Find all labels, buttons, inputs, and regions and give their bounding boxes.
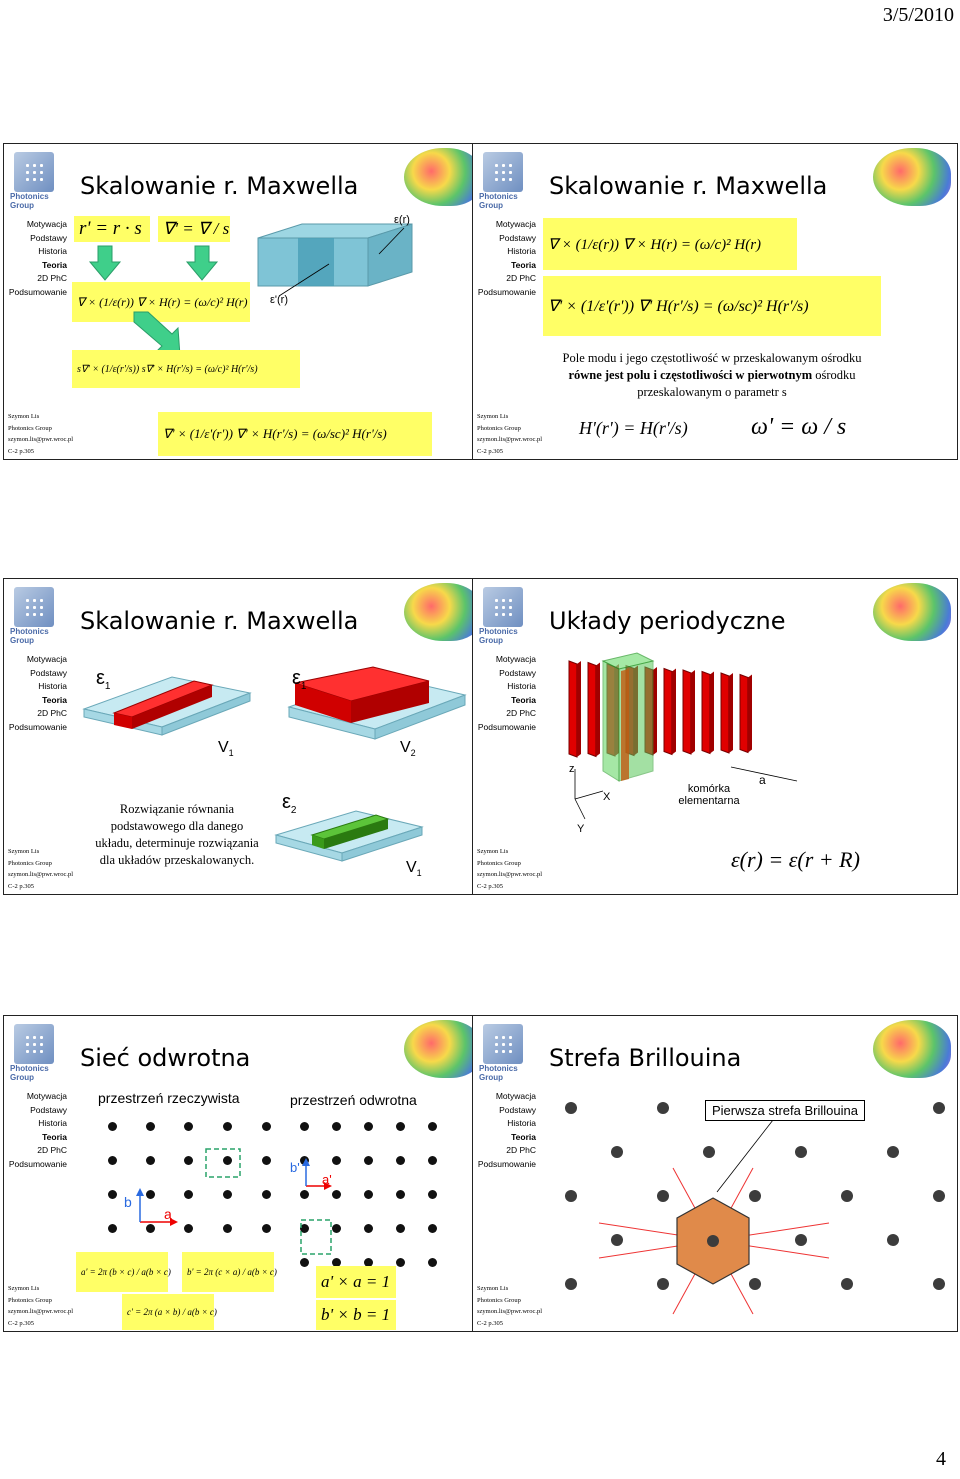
lattice-point <box>223 1224 232 1233</box>
slide-6 <box>472 1015 958 1332</box>
eps-prime-label: ε'(r) <box>270 294 288 306</box>
formula-nabla-scale: ∇' = ∇ / s <box>158 216 230 242</box>
nav-item[interactable]: Podstawy <box>30 1104 67 1115</box>
axis-z-label: z <box>569 763 575 775</box>
lattice-point <box>262 1122 271 1131</box>
slab <box>721 673 729 753</box>
hex-lattice-point <box>795 1146 807 1158</box>
recip-unit-cell <box>300 1218 340 1258</box>
reciprocal-point <box>428 1258 437 1267</box>
author-block: Szymon Lis Photonics Group szymon.lis@pwr.wroc.pl C-2 p.305 <box>8 848 74 890</box>
mode-field-image <box>873 148 951 206</box>
periodic-slabs <box>565 651 765 771</box>
nav-item[interactable]: Podstawy <box>499 1104 536 1115</box>
nav-item[interactable]: Podsumowanie <box>8 286 67 297</box>
nav-item[interactable]: 2D PhC <box>506 273 536 283</box>
nav-item[interactable]: Historia <box>38 681 67 691</box>
arrow-down-1 <box>90 246 120 280</box>
mode-field-image <box>873 583 951 641</box>
formula-scaled: ∇' × (1/ε'(r')) ∇' × H(r'/s) = (ω/sc)² H(r'/s) <box>158 412 432 456</box>
nav-item[interactable]: Motywacja <box>495 1091 536 1101</box>
cell-label: komórka elementarna <box>678 783 740 807</box>
nav-item[interactable]: Podstawy <box>499 667 536 678</box>
real-basis-arrows <box>134 1188 184 1228</box>
formula-master: ∇ × (1/ε(r)) ∇ × H(r) = (ω/c)² H(r) <box>72 282 250 322</box>
reciprocal-point <box>396 1224 405 1233</box>
eps2-label: $\varepsilon_2$ <box>282 791 297 816</box>
arrow-down-2 <box>187 246 217 280</box>
nav-item[interactable]: Motywacja <box>26 219 67 229</box>
lattice-point <box>223 1122 232 1131</box>
b-prime-label: b' <box>290 1160 300 1175</box>
slide-1 <box>3 143 489 460</box>
a-prime-label: a' <box>322 1172 332 1187</box>
reciprocal-point <box>364 1156 373 1165</box>
reciprocal-point <box>300 1258 309 1267</box>
nav-item[interactable]: 2D PhC <box>37 273 67 283</box>
slide-4 <box>472 578 958 895</box>
lattice-point <box>223 1190 232 1199</box>
lattice-point <box>146 1156 155 1165</box>
nav-item-active[interactable]: Teoria <box>42 259 67 270</box>
slab-side <box>748 675 752 753</box>
nav-menu <box>473 653 539 734</box>
hex-lattice-point <box>611 1146 623 1158</box>
nav-item[interactable]: Historia <box>38 246 67 256</box>
slide-2 <box>472 143 958 460</box>
hex-lattice-point <box>565 1278 577 1290</box>
axis-x-label: X <box>603 791 611 803</box>
hex-lattice-point <box>933 1278 945 1290</box>
formula-scaled: ∇' × (1/ε'(r')) ∇' H(r'/s) = (ω/sc)² H(r'/s) <box>543 276 881 336</box>
slide-title: Skalowanie r. Maxwella <box>549 172 828 200</box>
mode-field-image <box>404 1020 482 1078</box>
b-label: b <box>124 1194 132 1210</box>
formula-periodic: ε(r) = ε(r + R) <box>731 847 860 872</box>
nav-menu <box>4 653 70 734</box>
nav-item-active[interactable]: Teoria <box>511 1131 536 1142</box>
hex-lattice-point <box>841 1190 853 1202</box>
lattice-point <box>146 1122 155 1131</box>
reciprocal-point <box>428 1156 437 1165</box>
v2-label: $V_2$ <box>400 739 416 759</box>
reciprocal-point <box>428 1190 437 1199</box>
nav-item[interactable]: Motywacja <box>495 654 536 664</box>
page-date: 3/5/2010 <box>882 4 954 26</box>
author-block: Szymon Lis Photonics Group szymon.lis@pwr.wroc.pl C-2 p.305 <box>8 1285 74 1327</box>
slab <box>702 672 710 754</box>
nav-item[interactable]: Motywacja <box>26 654 67 664</box>
unit-cell-box <box>597 651 657 781</box>
nav-menu <box>4 218 70 299</box>
mode-field-image <box>404 148 482 206</box>
waveguide-green <box>276 805 426 885</box>
nav-item[interactable]: Podstawy <box>30 232 67 243</box>
slab <box>588 663 596 757</box>
lattice-point <box>184 1224 193 1233</box>
author-block: Szymon Lis Photonics Group szymon.lis@pwr.wroc.pl C-2 p.305 <box>8 413 74 455</box>
v1-label-b: $V_1$ <box>406 859 422 879</box>
real-space-label: przestrzeń rzeczywista <box>98 1090 240 1106</box>
slide-3 <box>3 578 489 895</box>
nav-item-active[interactable]: Teoria <box>511 694 536 705</box>
photonics-logo: Photonics Group <box>477 583 539 645</box>
slab-side <box>710 672 714 754</box>
mode-field-image <box>873 1020 951 1078</box>
description-text: Rozwiązanie równania podstawowego dla danego układu, determinuje rozwiązania dla układów przeskalowanych. <box>95 802 259 867</box>
photonics-logo: Photonics Group <box>477 1020 539 1082</box>
formula-c-prime: c' = 2π (a × b) / a(b × c) <box>122 1294 214 1330</box>
lattice-point <box>108 1190 117 1199</box>
brillouin-callout: Pierwsza strefa Brillouina <box>705 1100 865 1121</box>
slide-title: Układy periodyczne <box>549 607 786 635</box>
nav-item[interactable]: 2D PhC <box>37 1145 67 1155</box>
nav-item-active[interactable]: Teoria <box>42 1131 67 1142</box>
reciprocal-point <box>396 1190 405 1199</box>
real-unit-cell <box>205 1148 245 1182</box>
lattice-point <box>262 1224 271 1233</box>
callout-line <box>703 1116 783 1196</box>
nav-item[interactable]: Podsumowanie <box>477 286 536 297</box>
mode-field-image <box>404 583 482 641</box>
reciprocal-point <box>332 1122 341 1131</box>
reciprocal-space-label: przestrzeń odwrotna <box>290 1092 417 1108</box>
reciprocal-point <box>364 1122 373 1131</box>
hex-lattice-point <box>657 1102 669 1114</box>
axis-y-label: Y <box>577 823 585 835</box>
page-number: 4 <box>936 1448 946 1470</box>
author-block: Szymon Lis Photonics Group szymon.lis@pwr.wroc.pl C-2 p.305 <box>477 413 543 455</box>
slab <box>569 661 577 757</box>
nav-item-active[interactable]: Teoria <box>42 694 67 705</box>
eps1-label-b: $\varepsilon_1$ <box>292 667 307 692</box>
lattice-point <box>184 1156 193 1165</box>
lattice-point <box>108 1122 117 1131</box>
slab <box>740 675 748 753</box>
lattice-point <box>262 1190 271 1199</box>
photonics-logo: Photonics Group <box>8 583 70 645</box>
formula-b-prime: b' = 2π (c × a) / a(b × c) <box>182 1252 274 1292</box>
hex-lattice-point <box>841 1278 853 1290</box>
nav-item[interactable]: 2D PhC <box>37 708 67 718</box>
slab-side <box>729 673 733 753</box>
reciprocal-point <box>396 1258 405 1267</box>
hex-lattice-point <box>933 1190 945 1202</box>
hex-lattice-point <box>933 1102 945 1114</box>
slab <box>683 670 691 754</box>
waveguide-wide-red <box>289 667 469 757</box>
hex-lattice-point <box>887 1146 899 1158</box>
nav-item[interactable]: Historia <box>38 1118 67 1128</box>
nav-item[interactable]: Historia <box>507 246 536 256</box>
reciprocal-point <box>396 1122 405 1131</box>
slab-side <box>577 661 581 757</box>
lattice-point <box>108 1224 117 1233</box>
formula-omega-prime: ω' = ω / s <box>751 414 847 440</box>
lattice-point <box>262 1156 271 1165</box>
hex-lattice-point <box>565 1190 577 1202</box>
nav-item[interactable]: Motywacja <box>495 219 536 229</box>
formula-aa: a' × a = 1 <box>316 1266 396 1298</box>
formula-a-prime: a' = 2π (b × c) / a(b × c) <box>76 1252 168 1292</box>
lattice-a-label: a <box>759 773 766 787</box>
author-block: Szymon Lis Photonics Group szymon.lis@pwr.wroc.pl C-2 p.305 <box>477 848 543 890</box>
pointer-lines <box>249 224 429 294</box>
nav-menu <box>473 218 539 299</box>
recip-basis-arrows <box>300 1156 340 1196</box>
nav-item[interactable]: Podsumowanie <box>477 1158 536 1169</box>
a-label: a <box>164 1206 172 1222</box>
slab <box>664 669 672 755</box>
slide-5 <box>3 1015 489 1332</box>
slide-title: Sieć odwrotna <box>80 1044 251 1072</box>
nav-item[interactable]: Podstawy <box>499 232 536 243</box>
formula-master: ∇ × (1/ε(r)) ∇ × H(r) = (ω/c)² H(r) <box>543 218 797 270</box>
description-text: Pole modu i jego częstotliwość w przeskalowanym ośrodku równe jest polu i częstotliwości w pierwotnym ośrodku przeskalowanym o parametr s <box>562 351 862 399</box>
nav-item[interactable]: Podsumowanie <box>8 1158 67 1169</box>
lattice-point <box>184 1190 193 1199</box>
formula-bb: b' × b = 1 <box>316 1300 396 1330</box>
eps-r-label: ε(r) <box>394 214 410 226</box>
nav-item[interactable]: 2D PhC <box>506 1145 536 1155</box>
nav-menu <box>473 1090 539 1171</box>
nav-item[interactable]: 2D PhC <box>506 708 536 718</box>
slab-side <box>672 669 676 755</box>
hex-lattice-point <box>565 1102 577 1114</box>
lattice-a-arrow <box>727 761 807 791</box>
reciprocal-point <box>364 1224 373 1233</box>
axes-lines <box>561 769 621 829</box>
photonics-logo: Photonics Group <box>477 148 539 210</box>
nav-item[interactable]: Historia <box>507 681 536 691</box>
lattice-point <box>108 1156 117 1165</box>
lattice-point <box>184 1122 193 1131</box>
nav-item[interactable]: Historia <box>507 1118 536 1128</box>
slide-title: Skalowanie r. Maxwella <box>80 172 359 200</box>
slab-side <box>691 670 695 754</box>
formula-h-prime: H'(r') = H(r'/s) <box>579 418 688 438</box>
photonics-logo: Photonics Group <box>8 148 70 210</box>
nav-item[interactable]: Motywacja <box>26 1091 67 1101</box>
nav-menu <box>4 1090 70 1171</box>
formula-mid: s∇' × (1/ε(r'/s)) s∇' × H(r'/s) = (ω/c)² H(r'/s) <box>72 350 300 388</box>
nav-item[interactable]: Podsumowanie <box>477 721 536 732</box>
nav-item[interactable]: Podsumowanie <box>8 721 67 732</box>
reciprocal-point <box>428 1122 437 1131</box>
reciprocal-point <box>364 1190 373 1199</box>
eps1-label-a: $\varepsilon_1$ <box>96 667 111 692</box>
nav-item-active[interactable]: Teoria <box>511 259 536 270</box>
reciprocal-point <box>396 1156 405 1165</box>
slide-title: Strefa Brillouina <box>549 1044 742 1072</box>
v1-label: $V_1$ <box>218 739 234 759</box>
reciprocal-point <box>428 1224 437 1233</box>
photonics-logo: Photonics Group <box>8 1020 70 1082</box>
slide-title: Skalowanie r. Maxwella <box>80 607 359 635</box>
nav-item[interactable]: Podstawy <box>30 667 67 678</box>
reciprocal-point <box>300 1122 309 1131</box>
formula-r-scale: r' = r · s <box>74 216 150 242</box>
author-block: Szymon Lis Photonics Group szymon.lis@pwr.wroc.pl C-2 p.305 <box>477 1285 543 1327</box>
hex-lattice-point <box>887 1234 899 1246</box>
